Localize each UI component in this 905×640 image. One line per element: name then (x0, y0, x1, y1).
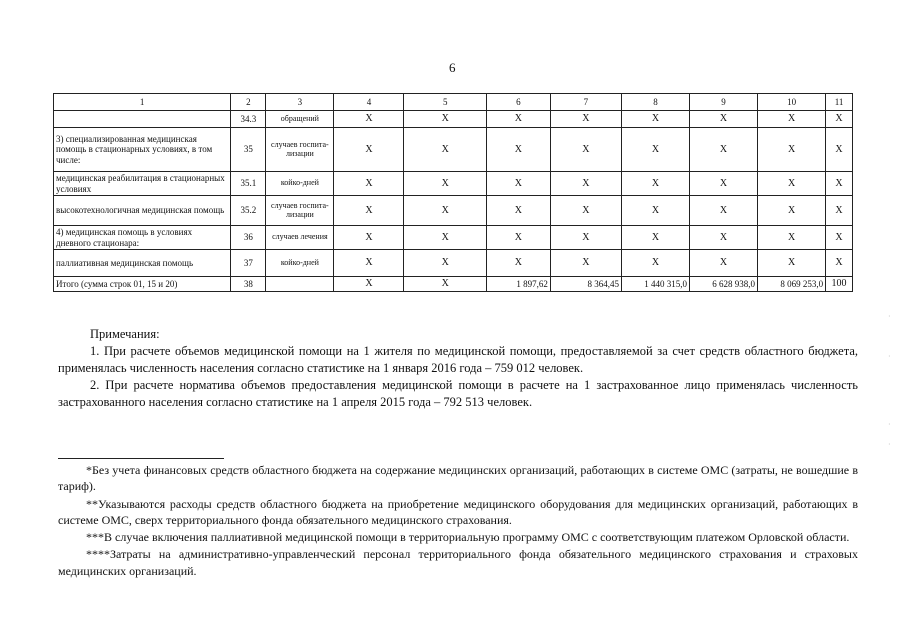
table-row (54, 277, 853, 292)
row-value: Х (758, 196, 826, 226)
row-value: Х (334, 250, 404, 277)
row-value: 1 440 315,0 (621, 277, 689, 292)
row-name: Итого (сумма строк 01, 15 и 20) (54, 277, 231, 292)
row-value: Х (826, 226, 853, 250)
col-header: 10 (758, 94, 826, 111)
row-value: Х (826, 128, 853, 172)
row-value: Х (334, 226, 404, 250)
row-value: Х (758, 226, 826, 250)
footnote-4: ****Затраты на административно-управленческий персонал территориального фонда обязательного медицинского страхования и страховых медицинских организаций. (58, 547, 858, 578)
col-header: 6 (486, 94, 550, 111)
row-name: 3) специализированная медицинская помощь в стационарных условиях, в том числе: (54, 128, 231, 172)
row-value: Х (758, 111, 826, 128)
scan-speck: · (888, 420, 891, 429)
row-value: Х (404, 250, 486, 277)
row-value: Х (621, 226, 689, 250)
table-row (54, 196, 853, 226)
table-row (54, 250, 853, 277)
scan-speck: · (888, 352, 891, 361)
table-row (54, 111, 853, 128)
table-header-row (54, 94, 853, 111)
row-value: Х (404, 128, 486, 172)
row-code: 36 (231, 226, 266, 250)
row-unit: случаев госпита-лизации (266, 128, 334, 172)
footnote-2: **Указываются расходы средств областного бюджета на приобретение медицинского оборудования для медицинских организаций, работающих в системе ОМС, сверх территориального фонда обязательного медицинского страхования. (58, 496, 858, 527)
row-value: 1 897,62 (486, 277, 550, 292)
table-row (54, 128, 853, 172)
row-value: 100 (826, 277, 853, 292)
row-value: Х (621, 111, 689, 128)
col-header: 11 (826, 94, 853, 111)
row-name (54, 111, 231, 128)
note-1: 1. При расчете объемов медицинской помощи на 1 жителя по медицинской помощи, предоставляемой за счет средств областного бюджета, применялась численность населения согласно статистике на 1 января 2016 года – 759 012 человек. (58, 344, 858, 375)
page-number: 6 (449, 60, 456, 75)
row-value: Х (486, 226, 550, 250)
row-unit: случаев госпита-лизации (266, 196, 334, 226)
row-value: Х (334, 196, 404, 226)
row-value: Х (826, 196, 853, 226)
row-value: Х (826, 172, 853, 196)
row-value: Х (621, 196, 689, 226)
footnotes-section (58, 462, 858, 580)
row-value: Х (486, 128, 550, 172)
row-value: Х (486, 250, 550, 277)
col-header: 5 (404, 94, 486, 111)
row-name: паллиативная медицинская помощь (54, 250, 231, 277)
col-header: 4 (334, 94, 404, 111)
col-header: 7 (550, 94, 621, 111)
row-value: Х (486, 172, 550, 196)
table-row (54, 172, 853, 196)
row-value: Х (621, 128, 689, 172)
row-unit: случаев лечения (266, 226, 334, 250)
row-value: Х (404, 172, 486, 196)
row-value: 8 364,45 (550, 277, 621, 292)
row-value: Х (404, 277, 486, 292)
row-value: Х (758, 250, 826, 277)
row-value: Х (334, 128, 404, 172)
row-unit: обращений (266, 111, 334, 128)
row-value: Х (758, 172, 826, 196)
row-value: Х (550, 111, 621, 128)
row-value: Х (334, 111, 404, 128)
row-value: Х (621, 172, 689, 196)
row-value: Х (486, 196, 550, 226)
row-name: медицинская реабилитация в стационарных условиях (54, 172, 231, 196)
row-unit: койко-дней (266, 172, 334, 196)
notes-section (58, 326, 858, 411)
col-header: 3 (266, 94, 334, 111)
row-value: Х (550, 172, 621, 196)
row-value: Х (334, 172, 404, 196)
col-header: 1 (54, 94, 231, 111)
row-code: 35.1 (231, 172, 266, 196)
footnote-3: ***В случае включения паллиативной медицинской помощи в территориальную программу ОМС с соответствующим платежом Орловской области. (86, 530, 850, 545)
row-unit (266, 277, 334, 292)
scan-speck: · (888, 312, 891, 321)
row-value: Х (404, 111, 486, 128)
row-unit: койко-дней (266, 250, 334, 277)
row-value: Х (690, 128, 758, 172)
row-code: 35 (231, 128, 266, 172)
col-header: 9 (690, 94, 758, 111)
row-value: Х (550, 128, 621, 172)
scan-speck: · (888, 440, 891, 449)
row-value: Х (550, 226, 621, 250)
row-code: 35.2 (231, 196, 266, 226)
row-value: Х (826, 111, 853, 128)
row-name: 4) медицинская помощь в условиях дневного стационара: (54, 226, 231, 250)
row-value: Х (404, 196, 486, 226)
row-value: Х (334, 277, 404, 292)
row-value: Х (690, 172, 758, 196)
row-value: Х (690, 250, 758, 277)
note-2: 2. При расчете норматива объемов предоставления медицинской помощи в расчете на 1 застрахованное лицо применялась численность застрахованного населения согласно статистике на 1 апреля 2015 года – 792 513 человек. (58, 378, 858, 409)
row-value: Х (550, 196, 621, 226)
row-value: Х (621, 250, 689, 277)
row-value: 8 069 253,0 (758, 277, 826, 292)
row-value: Х (486, 111, 550, 128)
notes-heading: Примечания: (90, 327, 160, 341)
col-header: 8 (621, 94, 689, 111)
row-value: Х (826, 250, 853, 277)
row-value: Х (690, 226, 758, 250)
table-row (54, 226, 853, 250)
row-name: высокотехнологичная медицинская помощь (54, 196, 231, 226)
row-value: Х (690, 111, 758, 128)
footnote-1: *Без учета финансовых средств областного бюджета на содержание медицинских организаций, работающих в системе ОМС (затраты, не вошедшие в тариф). (58, 463, 858, 494)
row-value: Х (404, 226, 486, 250)
row-value: 6 628 938,0 (690, 277, 758, 292)
footnote-divider (58, 458, 224, 459)
row-value: Х (758, 128, 826, 172)
row-code: 34.3 (231, 111, 266, 128)
row-value: Х (690, 196, 758, 226)
data-table (53, 93, 853, 292)
row-value: Х (550, 250, 621, 277)
row-code: 37 (231, 250, 266, 277)
col-header: 2 (231, 94, 266, 111)
row-code: 38 (231, 277, 266, 292)
